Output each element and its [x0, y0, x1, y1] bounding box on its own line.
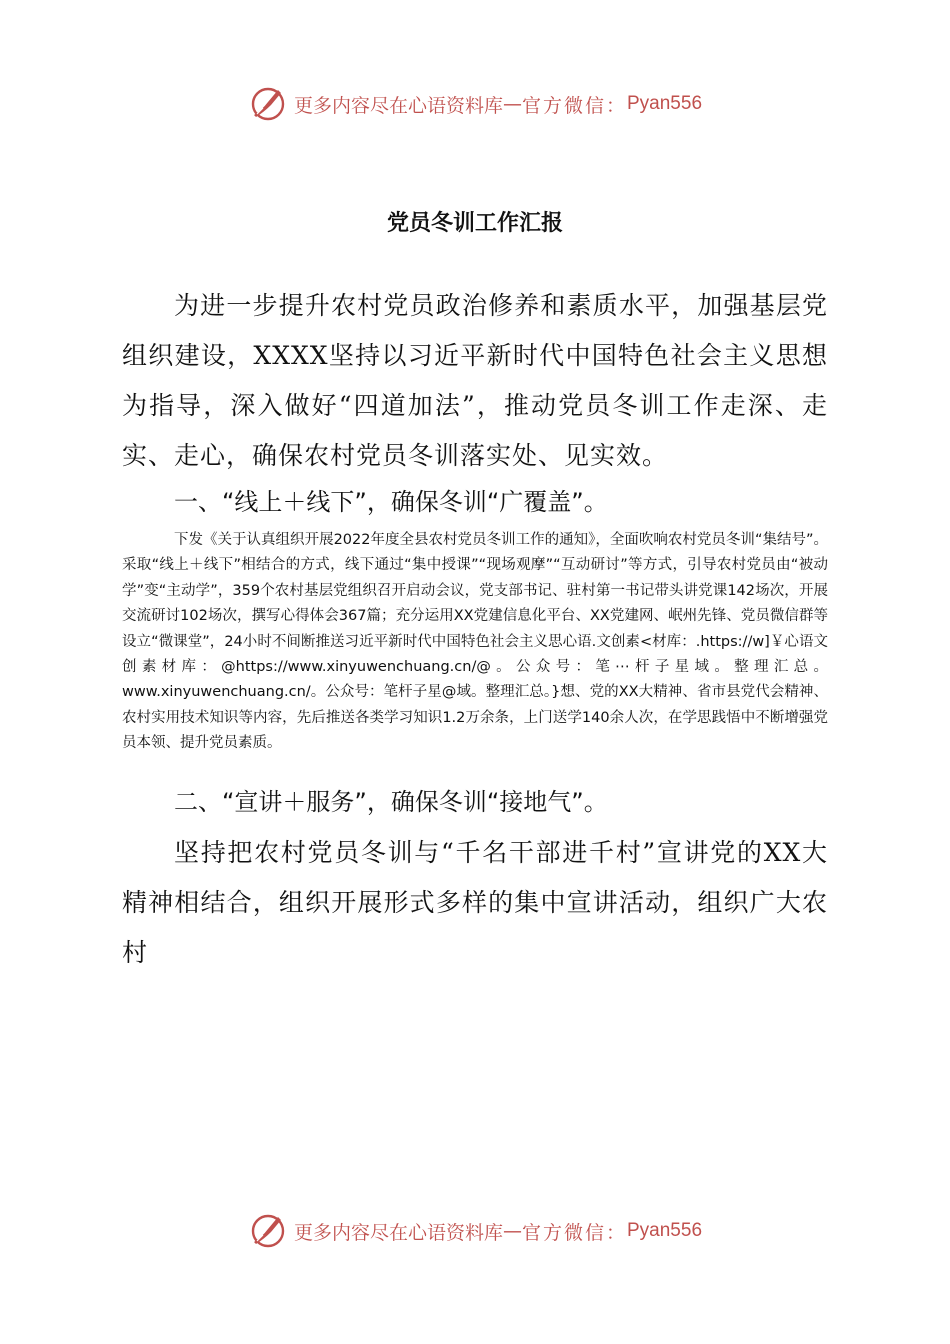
banner-wechat-id: Pyan556 — [627, 1220, 703, 1241]
paragraph-section-2: 坚持把农村党员冬训与“千名干部进千村”宣讲党的XX大精神相结合，组织开展形式多样的集中宣讲活动，组织广大农村 — [122, 838, 828, 967]
footer-watermark-banner — [0, 1209, 950, 1253]
pen-circle-logo-icon — [248, 1211, 288, 1251]
banner-text: 更多内容尽在心语资料库 — [293, 1221, 503, 1244]
banner-dash: — — [502, 93, 522, 115]
pen-circle-logo-icon — [248, 84, 288, 124]
header-watermark-banner — [0, 82, 950, 126]
banner-wechat-label: 官方微信： — [521, 94, 627, 117]
section-heading-1: 一、“线上＋线下”，确保冬训“广覆盖”。 — [174, 488, 608, 516]
paragraph-section-1: 下发《关于认真组织开展2022年度全县农村党员冬训工作的通知》，全面吹响农村党员冬训“集结号”。采取“线上＋线下”相结合的方式，线下通过“集中授课”“现场观摩”“互动研讨”等方式，引导农村党员由“被动学”变“主动学”，359个农村基层党组织召开启动会议，党支部书记、驻村第一书记带头讲党课142场次，开展交流研讨102场次，撰写心得体会367篇；充分运用XX党建信息化平台、XX党建网、岷州先锋、党员微信群等设立“微课堂”，24小时不间断推送习近平新时代中国特色社会主义思心语.文创素<材库：.https://w]￥心语文创素材库：@https://www.xinyuwenchuang.cn/@。公众号：笔⋯杆子星域。整理汇总。www.xinyuwenchuang.cn/。公众号：笔杆子星@域。整理汇总。}想、党的XX大精神、省市县党代会精神、农村实用技术知识等内容，先后推送各类学习知识1.2万余条，上门送学140余人次，在学思践悟中不断增强党员本领、提升党员素质。 — [122, 532, 828, 752]
banner-text: 更多内容尽在心语资料库 — [293, 94, 503, 117]
banner-wechat-label: 官方微信： — [521, 1221, 627, 1244]
paragraph-intro: 为进一步提升农村党员政治修养和素质水平，加强基层党组织建设，XXXX坚持以习近平新时代中国特色社会主义思想为指导，深入做好“四道加法”，推动党员冬训工作走深、走实、走心，确保农村党员冬训落实处、见实效。 — [122, 291, 828, 470]
section-heading-2: 二、“宣讲＋服务”，确保冬训“接地气”。 — [174, 788, 608, 816]
document-title: 党员冬训工作汇报 — [386, 210, 563, 236]
banner-wechat-id: Pyan556 — [627, 93, 703, 114]
banner-dash: — — [502, 1220, 522, 1242]
